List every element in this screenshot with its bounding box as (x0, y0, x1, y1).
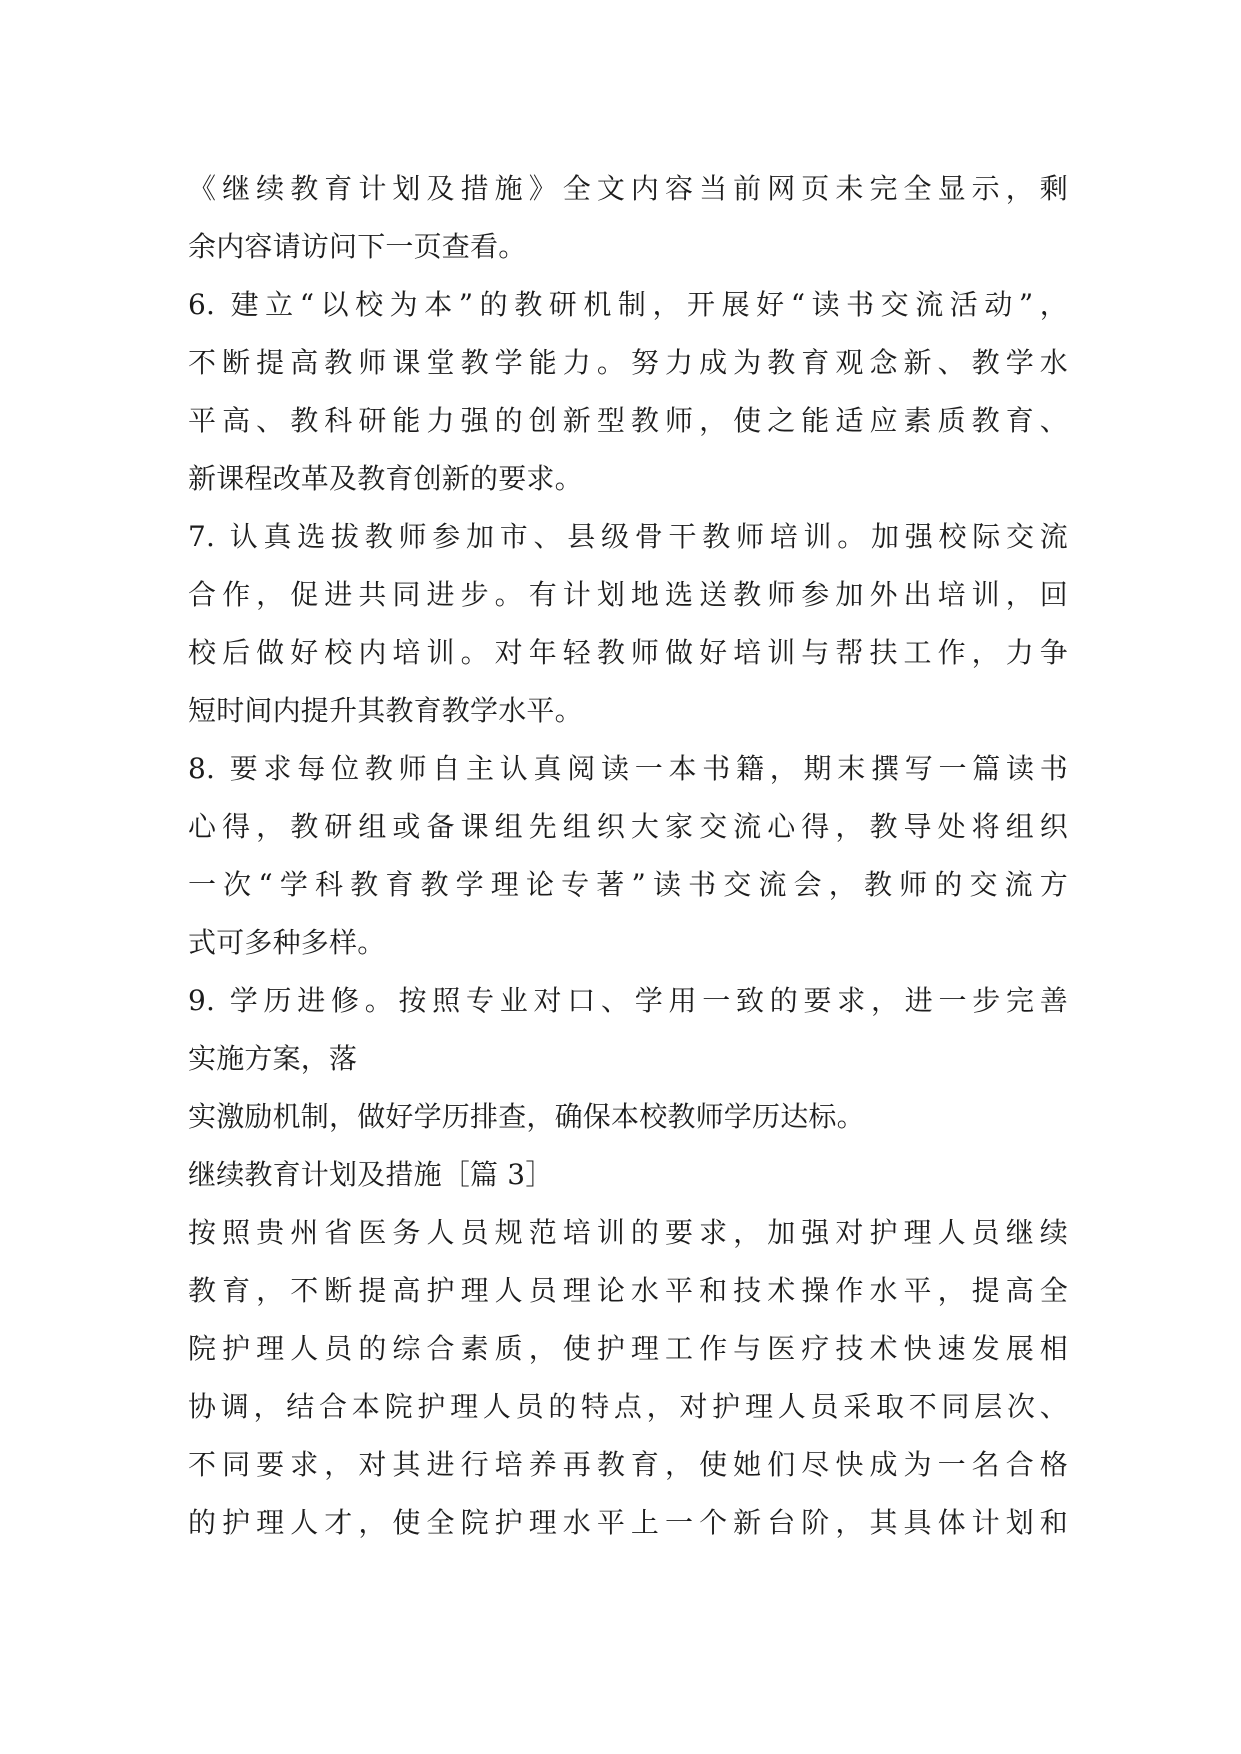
section-heading: 继续教育计划及措施［篇 3］ (188, 1158, 554, 1191)
list-item-9 (188, 972, 1068, 1146)
paragraph-line: 9. 学历进修。按照专业对口、学用一致的要求，进一步完善 (188, 984, 1068, 1017)
paragraph-line: 教育，不断提高护理人员理论水平和技术操作水平，提高全 (188, 1274, 1068, 1307)
paragraph-line: 一次“学科教育教学理论专著”读书交流会，教师的交流方 (188, 868, 1068, 901)
paragraph-line: 实激励机制，做好学历排查，确保本校教师学历达标。 (188, 1100, 865, 1133)
document-page (188, 160, 1068, 1552)
paragraph-line: 新课程改革及教育创新的要求。 (188, 462, 583, 495)
list-item-8 (188, 740, 1068, 972)
paragraph-line: 的护理人才，使全院护理水平上一个新台阶，其具体计划和 (188, 1506, 1068, 1539)
paragraph-line: 合作，促进共同进步。有计划地选送教师参加外出培训，回 (188, 578, 1068, 611)
paragraph-line: 不断提高教师课堂教学能力。努力成为教育观念新、教学水 (188, 346, 1068, 379)
list-item-6 (188, 276, 1068, 508)
paragraph-line: 心得，教研组或备课组先组织大家交流心得，教导处将组织 (188, 810, 1068, 843)
notice-line: 《继续教育计划及措施》全文内容当前网页未完全显示，剩 (188, 172, 1068, 205)
paragraph-line: 8. 要求每位教师自主认真阅读一本书籍，期末撰写一篇读书 (188, 752, 1068, 785)
paragraph-line: 实施方案，落 (188, 1042, 358, 1075)
notice-line: 余内容请访问下一页查看。 (188, 230, 527, 263)
continuation-notice (188, 160, 1068, 276)
paragraph-line: 7. 认真选拔教师参加市、县级骨干教师培训。加强校际交流 (188, 520, 1068, 553)
paragraph-line: 不同要求，对其进行培养再教育，使她们尽快成为一名合格 (188, 1448, 1068, 1481)
section-3 (188, 1146, 1068, 1552)
paragraph-line: 协调，结合本院护理人员的特点，对护理人员采取不同层次、 (188, 1390, 1068, 1423)
paragraph-line: 式可多种多样。 (188, 926, 386, 959)
paragraph-line: 平高、教科研能力强的创新型教师，使之能适应素质教育、 (188, 404, 1068, 437)
list-item-7 (188, 508, 1068, 740)
paragraph-line: 短时间内提升其教育教学水平。 (188, 694, 583, 727)
paragraph-line: 校后做好校内培训。对年轻教师做好培训与帮扶工作，力争 (188, 636, 1068, 669)
paragraph-line: 6. 建立“以校为本”的教研机制，开展好“读书交流活动”， (188, 288, 1068, 321)
paragraph-line: 按照贵州省医务人员规范培训的要求，加强对护理人员继续 (188, 1216, 1068, 1249)
paragraph-line: 院护理人员的综合素质，使护理工作与医疗技术快速发展相 (188, 1332, 1068, 1365)
